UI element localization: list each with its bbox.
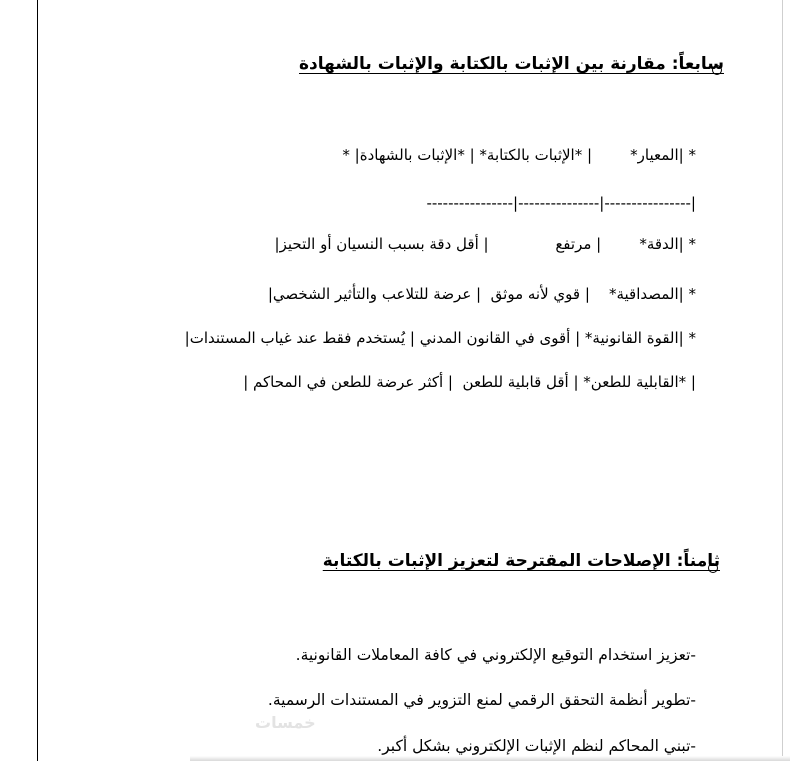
table-row-contestability: | *القابلية للطعن* | أقل قابلية للطعن | أكثر عرضة للطعن في المحاكم | bbox=[243, 373, 696, 391]
table-row-accuracy: * |الدقة* | مرتفع | أقل دقة بسبب النسيان أو التحيز| bbox=[274, 235, 696, 253]
table-separator-line: |----------------|---------------|---------------- bbox=[426, 194, 696, 212]
page-right-border bbox=[782, 0, 783, 761]
section-heading-comparison: سابعاً: مقارنة بين الإثبات بالكتابة والإثبات بالشهادة bbox=[299, 54, 724, 74]
table-row-legal-force: * |القوة القانونية* | أقوى في القانون المدني | يُستخدم فقط عند غياب المستندات| bbox=[184, 329, 696, 347]
table-header-line: * |المعيار* | *الإثبات بالكتابة* | *الإثبات بالشهادة| * bbox=[342, 146, 696, 164]
section-heading-reforms: ثامناً: الإصلاحات المقترحة لتعزيز الإثبات بالكتابة bbox=[322, 551, 720, 571]
table-row-credibility: * |المصداقية* | قوي لأنه موثق | عرضة للتلاعب والتأثير الشخصي| bbox=[267, 285, 696, 303]
page-left-border bbox=[37, 0, 38, 761]
watermark-logo: خمسات bbox=[255, 713, 316, 732]
reform-item: -تطوير أنظمة التحقق الرقمي لمنع التزوير في المستندات الرسمية. bbox=[267, 691, 696, 709]
page-bottom-shadow bbox=[190, 756, 790, 761]
reform-item: -تعزيز استخدام التوقيع الإلكتروني في كافة المعاملات القانونية. bbox=[295, 646, 696, 664]
reform-item: -تبني المحاكم لنظم الإثبات الإلكتروني بشكل أكبر. bbox=[377, 737, 696, 755]
